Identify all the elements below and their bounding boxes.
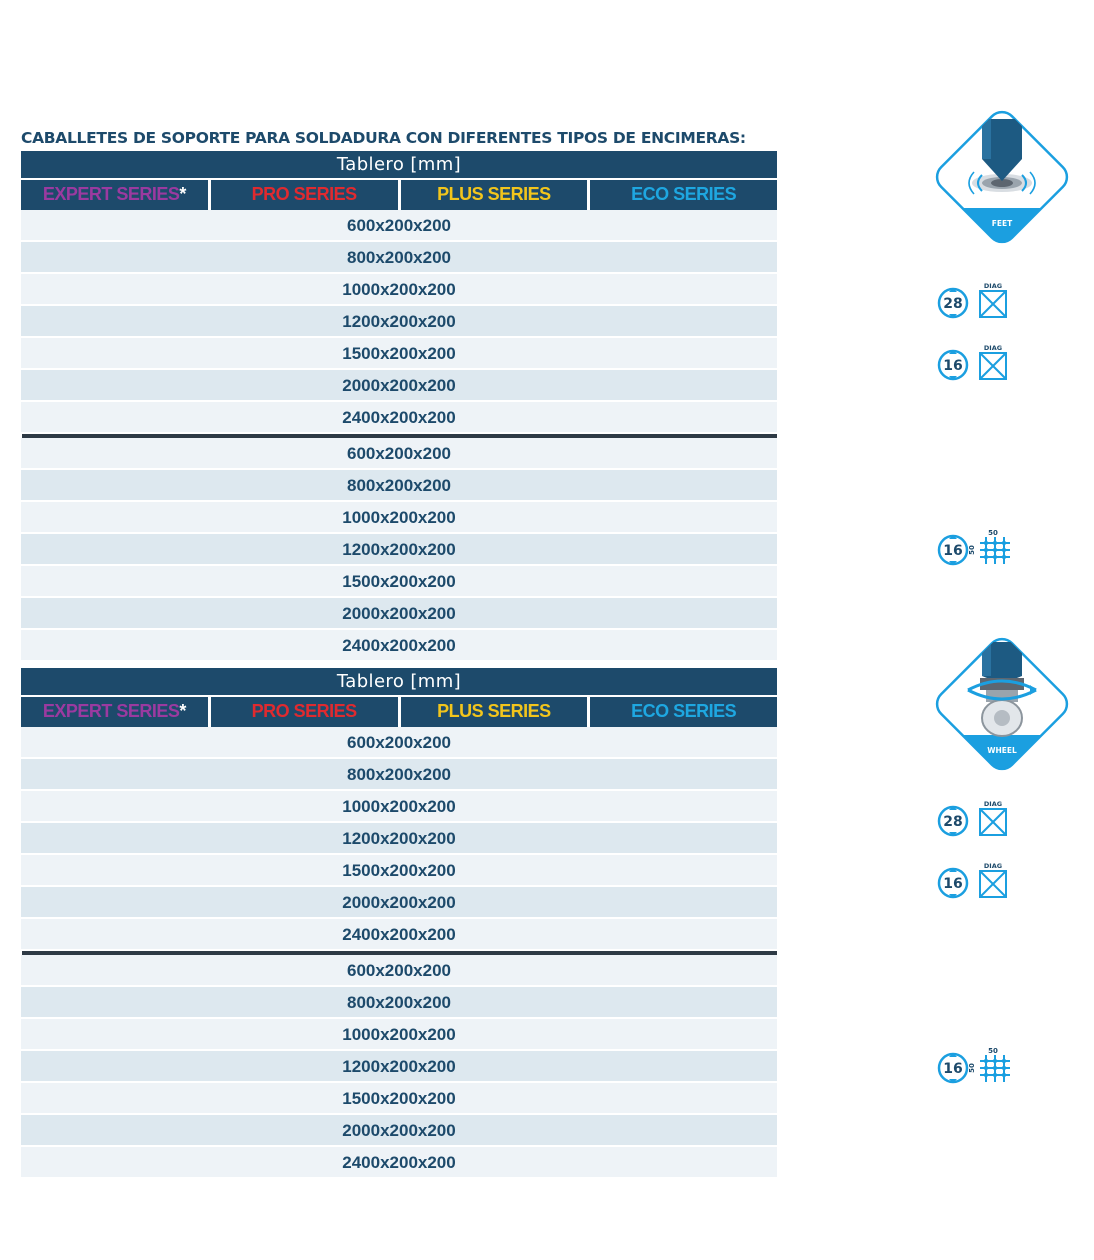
grid-label: 50 (968, 1063, 976, 1073)
badge-wheel-label: WHEEL (987, 746, 1017, 755)
table-row: 600x200x200 (21, 955, 777, 987)
table-row: 800x200x200 (21, 759, 777, 791)
page-title: CABALLETES DE SOPORTE PARA SOLDADURA CON DIFERENTES TIPOS DE ENCIMERAS: (21, 129, 746, 147)
hole-16-grid-icon (936, 1046, 1016, 1088)
asterisk: * (179, 184, 186, 204)
table-row: 2400x200x200 (21, 630, 777, 662)
table-row: 1200x200x200 (21, 1051, 777, 1083)
hole-size-label: 28 (943, 814, 963, 830)
hole-size-label: 16 (943, 1061, 963, 1077)
table-row: 2000x200x200 (21, 1115, 777, 1147)
hole-28-diag-icon (936, 282, 1016, 322)
diag-label: DIAG (983, 282, 1003, 290)
table-row: 1500x200x200 (21, 338, 777, 370)
table-row: 800x200x200 (21, 242, 777, 274)
series-expert (21, 180, 208, 210)
size-group-grid (21, 955, 777, 1179)
hole-size-label: 16 (943, 543, 963, 559)
foot-leveler-icon (930, 105, 1074, 249)
table-row: 1200x200x200 (21, 823, 777, 855)
table-row: 600x200x200 (21, 438, 777, 470)
series-pro: PRO SERIES (208, 180, 398, 210)
table-row: 600x200x200 (21, 727, 777, 759)
table-row: 1000x200x200 (21, 502, 777, 534)
table-row: 1000x200x200 (21, 274, 777, 306)
table-row: 1500x200x200 (21, 855, 777, 887)
hole-size-label: 16 (943, 358, 963, 374)
series-pro: PRO SERIES (208, 697, 398, 727)
hole-16-grid-icon (936, 528, 1016, 570)
size-group-grid (21, 438, 777, 662)
series-expert (21, 697, 208, 727)
table-row: 1500x200x200 (21, 1083, 777, 1115)
series-plus: PLUS SERIES (398, 180, 588, 210)
table-row: 2400x200x200 (21, 402, 777, 434)
caster-wheel-icon (930, 632, 1074, 776)
table-row: 600x200x200 (21, 210, 777, 242)
series-expert-label: EXPERT SERIES (42, 184, 180, 204)
table-row: 1200x200x200 (21, 534, 777, 566)
badge-feet-label: FEET (991, 219, 1013, 228)
table-feet (21, 151, 777, 662)
diag-label: DIAG (983, 862, 1003, 870)
diag-label: DIAG (983, 800, 1003, 808)
series-plus: PLUS SERIES (398, 697, 588, 727)
hole-28-diag-icon (936, 800, 1016, 840)
size-group-diag (21, 210, 777, 434)
table-row: 2000x200x200 (21, 598, 777, 630)
table-row: 1200x200x200 (21, 306, 777, 338)
table-row: 1000x200x200 (21, 791, 777, 823)
series-eco: ECO SERIES (587, 180, 777, 210)
hole-size-label: 28 (943, 296, 963, 312)
series-header-row (21, 695, 777, 727)
hole-16-diag-icon (936, 862, 1016, 902)
table-row: 800x200x200 (21, 987, 777, 1019)
table-row: 1000x200x200 (21, 1019, 777, 1051)
table-row: 800x200x200 (21, 470, 777, 502)
hole-size-label: 16 (943, 876, 963, 892)
series-header-row (21, 178, 777, 210)
table-row: 2000x200x200 (21, 887, 777, 919)
series-eco: ECO SERIES (587, 697, 777, 727)
size-group-diag (21, 727, 777, 951)
table-row: 2000x200x200 (21, 370, 777, 402)
table-row: 1500x200x200 (21, 566, 777, 598)
grid-label: 50 (988, 529, 998, 537)
table-header: Tablero [mm] (21, 151, 777, 178)
table-header: Tablero [mm] (21, 668, 777, 695)
table-row: 2400x200x200 (21, 919, 777, 951)
table-row: 2400x200x200 (21, 1147, 777, 1179)
grid-label: 50 (968, 545, 976, 555)
series-expert-label: EXPERT SERIES (42, 701, 180, 721)
diag-label: DIAG (983, 344, 1003, 352)
table-wheel (21, 668, 777, 1179)
asterisk: * (179, 701, 186, 721)
hole-16-diag-icon (936, 344, 1016, 384)
grid-label: 50 (988, 1047, 998, 1055)
